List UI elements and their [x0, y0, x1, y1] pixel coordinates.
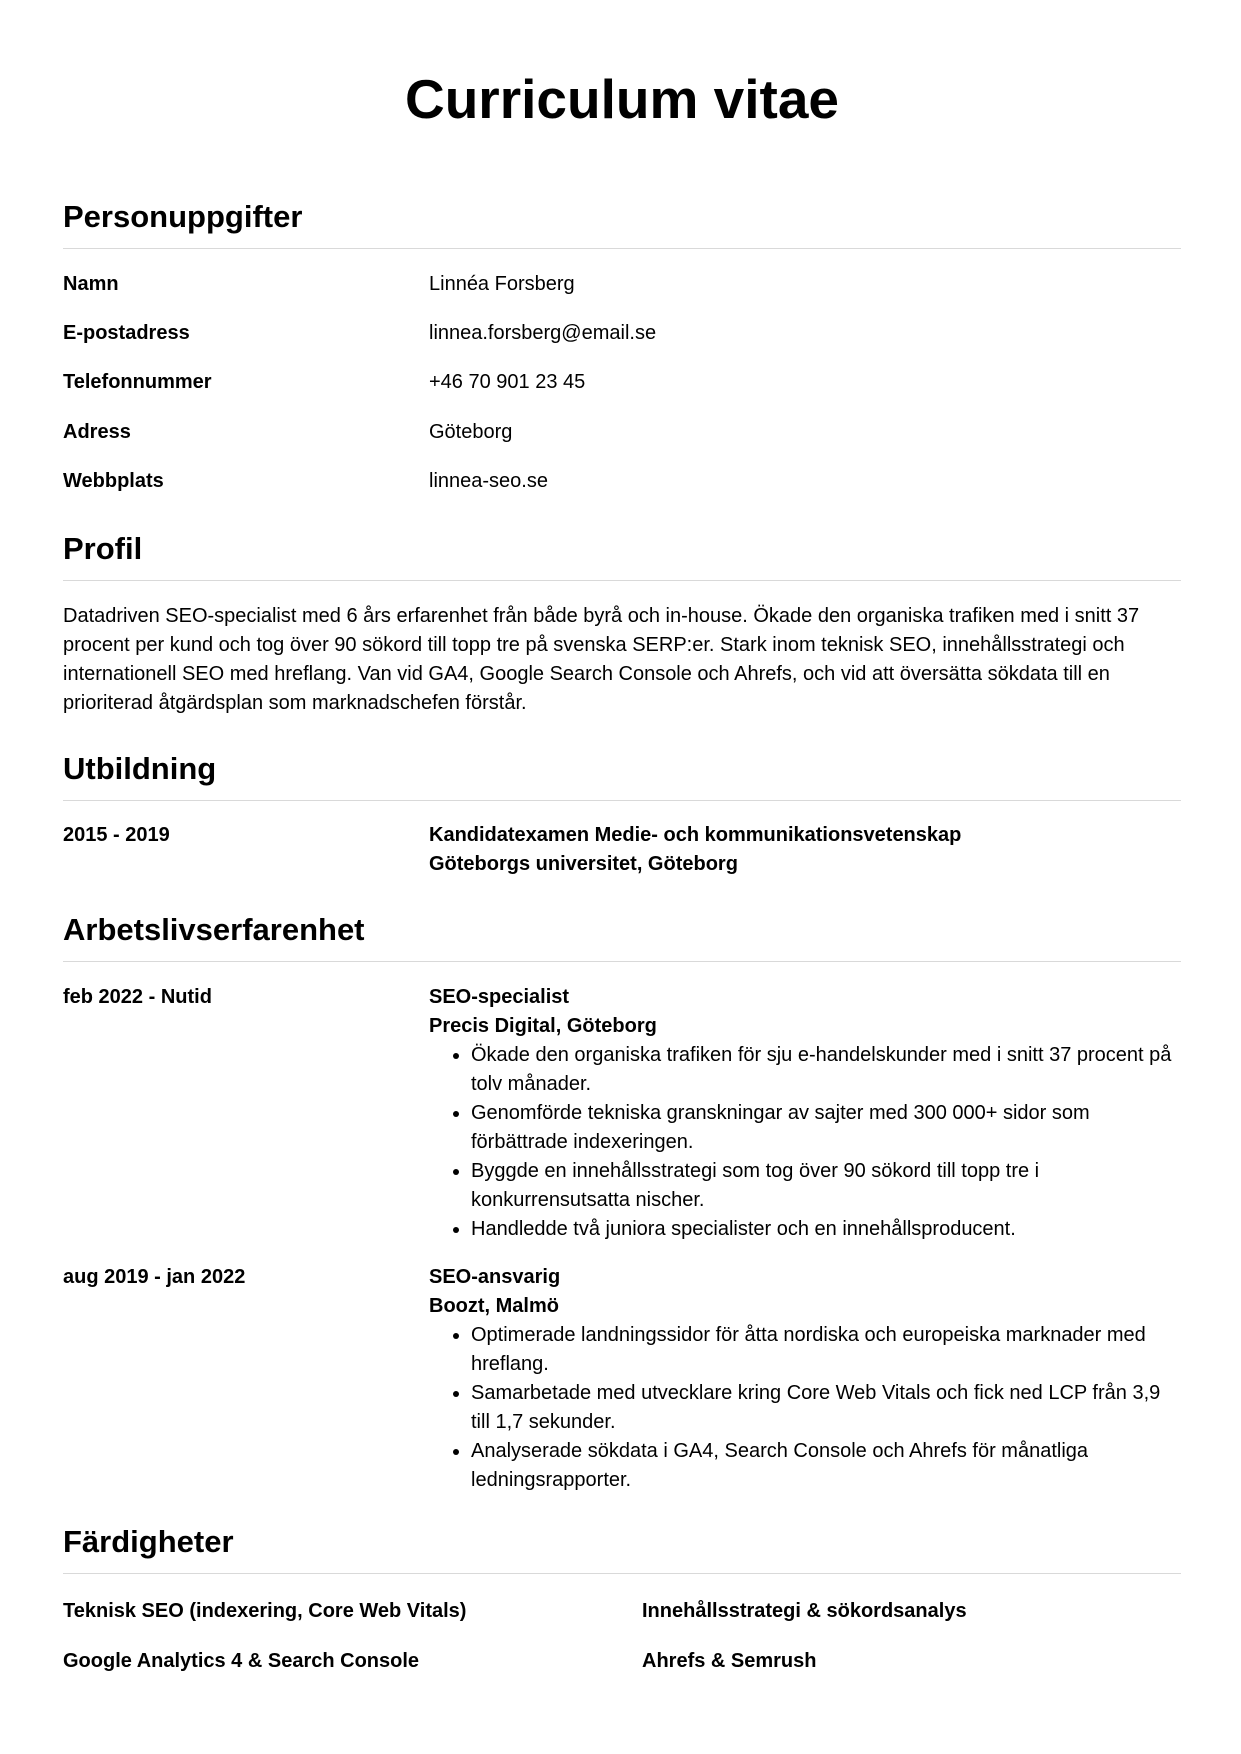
section-divider	[63, 800, 1181, 801]
skill-item: Google Analytics 4 & Search Console	[63, 1650, 420, 1672]
document-title: Curriculum vitae	[404, 68, 839, 130]
list-item: • Handledde två juniora specialister och en innehållsproducent.	[471, 1215, 1181, 1244]
achievement-list	[429, 1321, 1181, 1495]
field-label: Webbplats	[63, 470, 164, 492]
skill-item: Innehållsstrategi & sökordsanalys	[642, 1600, 967, 1622]
skills-section	[63, 1523, 1181, 1574]
entry-title: Kandidatexamen Medie- och kommunikationsvetenskap	[429, 824, 962, 846]
profile-text: Datadriven SEO-specialist med 6 års erfarenhet från både byrå och in-house. Ökade den organiska trafiken med i snitt 37 procent per kund och tog över 90 sökord till topp tre på svenska SERP:er. Stark inom teknisk SEO, innehållsstrategi och internationell SEO med hreflang. Van vid GA4, Google Search Console och Ahrefs, och vid att översätta sökdata till en prioriterad åtgärdsplan som marknadschefen förstår.	[63, 605, 1140, 714]
education-heading: Utbildning	[63, 751, 217, 786]
entry-organization: Precis Digital, Göteborg	[429, 1015, 657, 1037]
field-value: +46 70 901 23 45	[429, 371, 586, 393]
field-value: linnea.forsberg@email.se	[429, 322, 657, 344]
list-item: • Byggde en innehållsstrategi som tog över 90 sökord till topp tre i konkurrensutsatta nischer.	[471, 1157, 1181, 1215]
skill-item: Ahrefs & Semrush	[642, 1650, 817, 1672]
experience-heading: Arbetslivserfarenhet	[63, 912, 365, 947]
section-divider	[63, 580, 1181, 581]
entry-title: SEO-specialist	[429, 986, 570, 1008]
field-value: linnea-seo.se	[429, 470, 548, 492]
list-item: • Analyserade sökdata i GA4, Search Console och Ahrefs för månatliga ledningsrapporter.	[471, 1437, 1181, 1495]
entry-date: aug 2019 - jan 2022	[63, 1266, 246, 1288]
entry-body	[429, 1263, 1181, 1495]
list-item: • Genomförde tekniska granskningar av sajter med 300 000+ sidor som förbättrade indexeringen.	[471, 1099, 1181, 1157]
personal-section	[63, 198, 1181, 249]
entry-body	[429, 983, 1181, 1244]
list-item: • Samarbetade med utvecklare kring Core Web Vitals och fick ned LCP från 3,9 till 1,7 sekunder.	[471, 1379, 1181, 1437]
field-label: Namn	[63, 273, 119, 295]
section-divider	[63, 1573, 1181, 1574]
section-divider	[63, 248, 1181, 249]
personal-heading: Personuppgifter	[63, 199, 303, 234]
entry-date: 2015 - 2019	[63, 824, 170, 846]
skills-heading: Färdigheter	[63, 1524, 234, 1559]
profile-heading: Profil	[63, 531, 143, 566]
entry-organization: Göteborgs universitet, Göteborg	[429, 853, 738, 875]
section-divider	[63, 961, 1181, 962]
profile-section	[63, 530, 1181, 581]
list-item: • Ökade den organiska trafiken för sju e-handelskunder med i snitt 37 procent på tolv månader.	[471, 1041, 1181, 1099]
entry-title: SEO-ansvarig	[429, 1266, 561, 1288]
education-section	[63, 750, 1181, 801]
entry-date: feb 2022 - Nutid	[63, 986, 212, 1008]
field-label: Adress	[63, 421, 131, 443]
entry-body	[429, 821, 1181, 879]
field-value: Linnéa Forsberg	[429, 273, 575, 295]
experience-section	[63, 911, 1181, 962]
field-label: Telefonnummer	[63, 371, 212, 393]
skill-item: Teknisk SEO (indexering, Core Web Vitals)	[63, 1600, 467, 1622]
achievement-list	[429, 1041, 1181, 1244]
field-label: E-postadress	[63, 322, 190, 344]
list-item: • Optimerade landningssidor för åtta nordiska och europeiska marknader med hreflang.	[471, 1321, 1181, 1379]
entry-organization: Boozt, Malmö	[429, 1295, 559, 1317]
field-value: Göteborg	[429, 421, 513, 443]
